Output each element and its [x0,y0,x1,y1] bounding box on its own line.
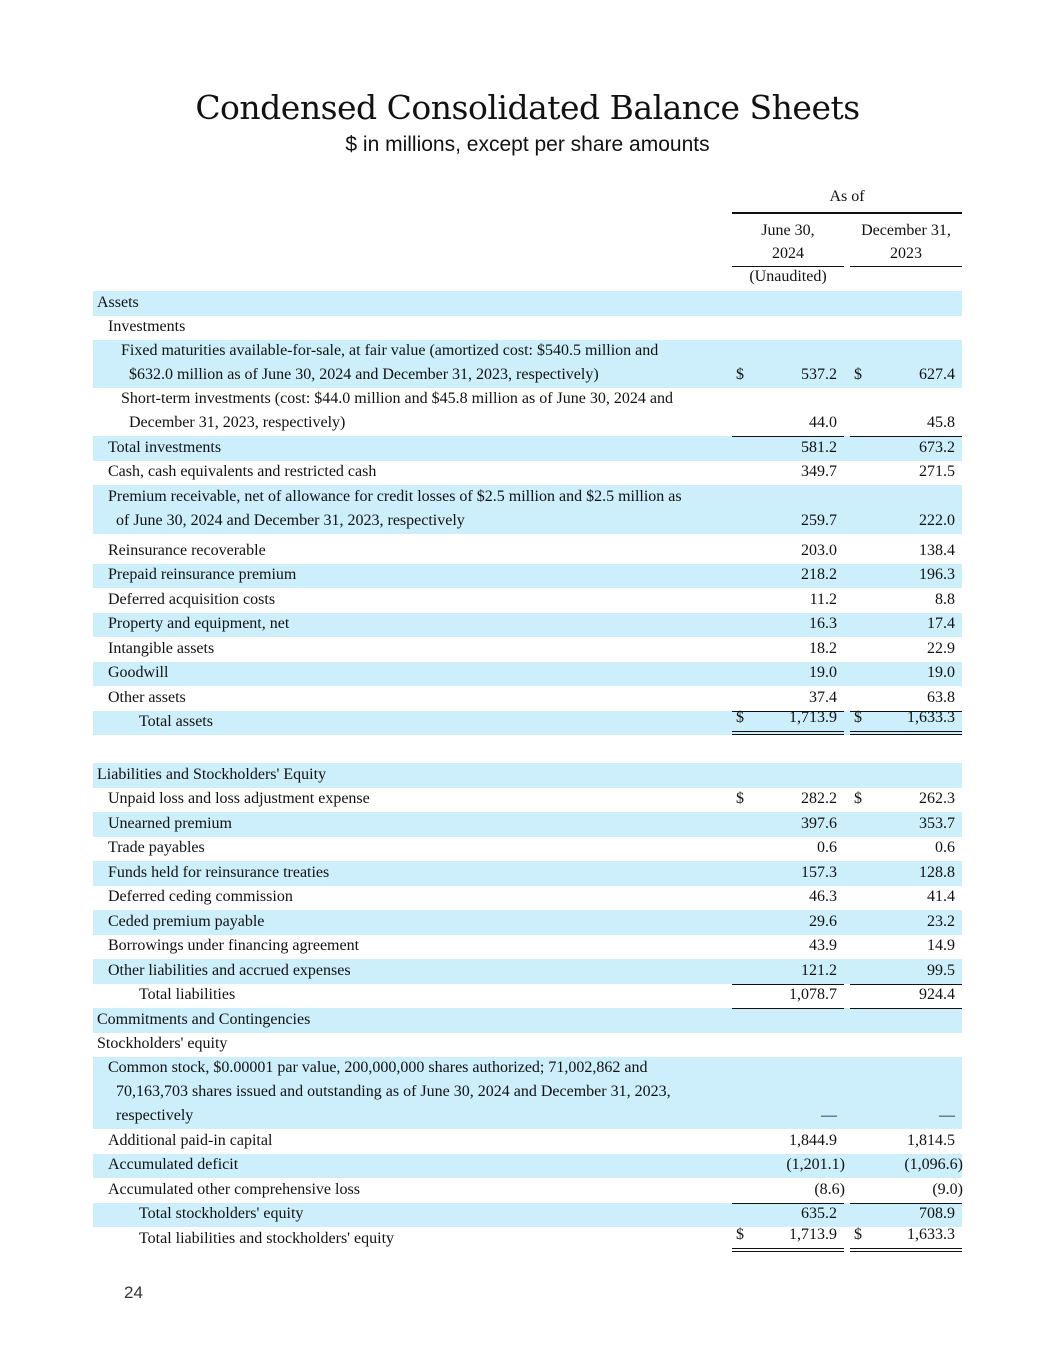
row-label: Trade payables [108,839,205,856]
value-december-2023 [850,1154,962,1179]
table-row [93,935,962,960]
value-june-2024 [732,837,844,862]
value-december-2023 [850,788,962,813]
value-june-2024 [732,1008,844,1033]
value: 708.9 [919,1205,955,1222]
value: 16.3 [809,615,837,632]
value: 11.2 [809,590,837,608]
value: 203.0 [801,541,837,559]
value-june-2024 [732,485,844,534]
column-header-december-2023 [850,219,962,267]
value-june-2024 [732,662,844,687]
value-june-2024 [732,984,844,1009]
row-label: Assets [97,293,139,311]
value: 18.2 [809,639,837,657]
value-june-2024 [732,564,844,589]
row-label: Accumulated other comprehensive loss [108,1180,360,1198]
value-december-2023 [850,662,962,687]
row-label: Deferred ceding commission [108,888,293,905]
value-december-2023 [850,1057,962,1129]
value: 43.9 [809,937,837,954]
value: 0.6 [935,839,955,856]
row-label-line: Common stock, $0.00001 par value, 200,000,000 shares authorized; 71,002,862 and [108,1059,648,1076]
row-fixed-maturities [93,340,962,388]
currency-symbol: $ [854,790,862,807]
value: 673.2 [919,438,955,456]
table-row [93,788,962,813]
value: 271.5 [919,463,955,480]
value-december-2023 [850,886,962,911]
value-december-2023 [850,637,962,662]
value-december-2023 [850,861,962,886]
table-row [93,539,962,564]
value: 353.7 [919,814,955,832]
value-december-2023 [850,1008,962,1033]
value: — [939,1107,955,1124]
value-december-2023 [850,388,962,436]
table-row [93,959,962,984]
value: 1,713.9 [789,709,837,726]
table-row [93,910,962,935]
value: 924.4 [919,986,955,1003]
value: 397.6 [801,814,837,832]
value: 17.4 [927,615,955,632]
table-row [93,886,962,911]
value: 14.9 [927,937,955,954]
unaudited-note: (Unaudited) [749,268,827,285]
table-row [93,613,962,638]
row-label: Total liabilities and stockholders' equity [139,1229,395,1247]
value: 218.2 [801,566,837,583]
as-of-header: As of [732,188,962,214]
value: (1,201.1) [786,1156,845,1173]
table-row [93,861,962,886]
row-label: Total investments [108,438,222,456]
table-header [93,186,962,291]
value-june-2024 [732,340,844,388]
value: 0.6 [817,839,837,856]
value-june-2024 [732,1154,844,1179]
value: 259.7 [801,512,837,529]
row-label: Unearned premium [108,814,232,832]
value: 29.6 [809,912,837,930]
table-row [93,564,962,589]
row-label: Commitments and Contingencies [97,1010,311,1028]
page-title: Condensed Consolidated Balance Sheets [195,88,860,127]
value-december-2023 [850,461,962,486]
value: 581.2 [801,438,837,456]
row-total-liabilities-and-equity [93,1227,962,1252]
value-june-2024 [732,861,844,886]
value: 1,814.5 [907,1131,955,1149]
row-common-stock [93,1057,962,1129]
value-june-2024 [732,539,844,564]
row-label-line: 70,163,703 shares issued and outstanding as of June 30, 2024 and December 31, 2023, [116,1083,671,1100]
value: 537.2 [801,366,837,383]
row-label-line: Premium receivable, net of allowance for credit losses of $2.5 million and $2.5 million as [108,488,682,505]
value: 19.0 [809,664,837,681]
row-label: Ceded premium payable [108,912,265,930]
value-december-2023 [850,613,962,638]
value-december-2023 [850,1227,962,1252]
row-total-assets [93,711,962,736]
value: 37.4 [809,688,837,706]
value-june-2024 [732,436,844,461]
value: (1,096.6) [904,1156,963,1173]
value: 99.5 [927,961,955,979]
col1-line2: 2024 [772,245,804,262]
row-label: Liabilities and Stockholders' Equity [97,765,327,783]
value: 349.7 [801,463,837,480]
value-june-2024 [732,461,844,486]
value: 23.2 [927,912,955,930]
row-label-line: of June 30, 2024 and December 31, 2023, respectively [116,512,465,529]
row-additional-paid-in-capital [93,1129,962,1154]
value: 45.8 [927,414,955,431]
row-label-line: December 31, 2023, respectively) [129,414,346,431]
value-december-2023 [850,340,962,388]
value: 41.4 [927,888,955,905]
row-label [93,339,732,388]
currency-symbol: $ [736,790,744,807]
row-short-term-investments [93,388,962,436]
row-commitments [93,1008,962,1033]
value-december-2023 [850,1178,962,1203]
col2-line2: 2023 [890,245,922,262]
value-june-2024 [732,1178,844,1203]
value-june-2024 [732,935,844,960]
value-december-2023 [850,910,962,935]
value-december-2023 [850,935,962,960]
currency-symbol: $ [854,366,862,383]
value-december-2023 [850,812,962,837]
row-cash [93,461,962,486]
value: 262.3 [919,790,955,807]
value: 157.3 [801,863,837,881]
value: 282.2 [801,790,837,807]
value: 635.2 [801,1205,837,1222]
value: 1,844.9 [789,1131,837,1149]
currency-symbol: $ [736,709,744,726]
currency-symbol: $ [854,1225,862,1243]
row-label: Total liabilities [139,986,236,1003]
page-subtitle: $ in millions, except per share amounts [345,133,710,156]
value: — [821,1107,837,1124]
value-december-2023 [850,564,962,589]
value: 196.3 [919,566,955,583]
table-row [93,812,962,837]
table-row [93,637,962,662]
value-december-2023 [850,711,962,736]
row-label: Deferred acquisition costs [108,590,276,608]
row-label: Funds held for reinsurance treaties [108,863,330,881]
row-label: Intangible assets [108,639,215,657]
section-assets [93,291,962,316]
section-stockholders-equity [93,1033,962,1058]
row-label: Goodwill [108,664,169,681]
value-june-2024 [732,959,844,984]
value: 8.8 [935,590,955,608]
value-june-2024 [732,812,844,837]
value-june-2024 [732,613,844,638]
row-label: Investments [108,318,186,335]
value-june-2024 [732,1129,844,1154]
row-total-investments [93,436,962,461]
value: 138.4 [919,541,955,559]
value-december-2023 [850,485,962,534]
row-label: Additional paid-in capital [108,1131,273,1149]
row-label-line: Short-term investments (cost: $44.0 million and $45.8 million as of June 30, 2024 and [121,390,673,407]
value-december-2023 [850,959,962,984]
balance-sheet-table [93,186,962,1252]
row-label: Other assets [108,688,186,706]
value-december-2023 [850,1129,962,1154]
row-label-line: $632.0 million as of June 30, 2024 and December 31, 2023, respectively) [129,366,599,383]
row-label: Accumulated deficit [108,1156,239,1173]
row-label-line: Fixed maturities available-for-sale, at fair value (amortized cost: $540.5 million and [121,342,659,359]
row-label-line: respectively [116,1107,194,1124]
value: 63.8 [927,688,955,706]
row-label: Stockholders' equity [97,1035,228,1052]
value: 222.0 [919,512,955,529]
value: 128.8 [919,863,955,881]
section-liabilities [93,763,962,788]
value: 22.9 [927,639,955,657]
row-label [93,387,732,436]
table-row [93,837,962,862]
value-june-2024 [732,1227,844,1252]
value: 1,078.7 [789,986,837,1003]
value: 627.4 [919,366,955,383]
row-label: Property and equipment, net [108,615,290,632]
value-june-2024 [732,711,844,736]
row-label: Borrowings under financing agreement [108,937,360,954]
value-june-2024 [732,886,844,911]
row-accumulated-deficit [93,1154,962,1179]
value: 121.2 [801,961,837,979]
row-label: Reinsurance recoverable [108,541,266,559]
row-investments-heading [93,316,962,341]
value-december-2023 [850,984,962,1009]
currency-symbol: $ [736,366,744,383]
row-total-liabilities [93,984,962,1009]
currency-symbol: $ [736,1225,744,1243]
value: 46.3 [809,888,837,905]
row-label [93,1056,732,1129]
value: 1,713.9 [789,1225,837,1243]
value: (8.6) [814,1180,845,1198]
col2-line1: December 31, [861,222,951,239]
column-header-june-2024 [732,219,844,267]
row-premium-receivable [93,485,962,534]
value: (9.0) [932,1180,963,1198]
value-june-2024 [732,637,844,662]
row-aoci [93,1178,962,1203]
row-label: Unpaid loss and loss adjustment expense [108,790,370,807]
row-label: Other liabilities and accrued expenses [108,961,351,979]
row-label: Total assets [139,713,213,730]
col1-line1: June 30, [761,222,815,239]
value-december-2023 [850,837,962,862]
table-row [93,588,962,613]
value-june-2024 [732,588,844,613]
row-label: Cash, cash equivalents and restricted cash [108,463,377,480]
row-label: Prepaid reinsurance premium [108,566,297,583]
value: 1,633.3 [907,709,955,726]
value: 19.0 [927,664,955,681]
value-june-2024 [732,1057,844,1129]
value: 44.0 [809,414,837,431]
value: 1,633.3 [907,1225,955,1243]
value-december-2023 [850,539,962,564]
page-number: 24 [124,1283,143,1302]
value-june-2024 [732,910,844,935]
value-december-2023 [850,588,962,613]
value-june-2024 [732,388,844,436]
table-row [93,662,962,687]
row-label: Total stockholders' equity [139,1205,304,1222]
value-december-2023 [850,436,962,461]
currency-symbol: $ [854,709,862,726]
value-june-2024 [732,788,844,813]
row-label [93,485,732,534]
